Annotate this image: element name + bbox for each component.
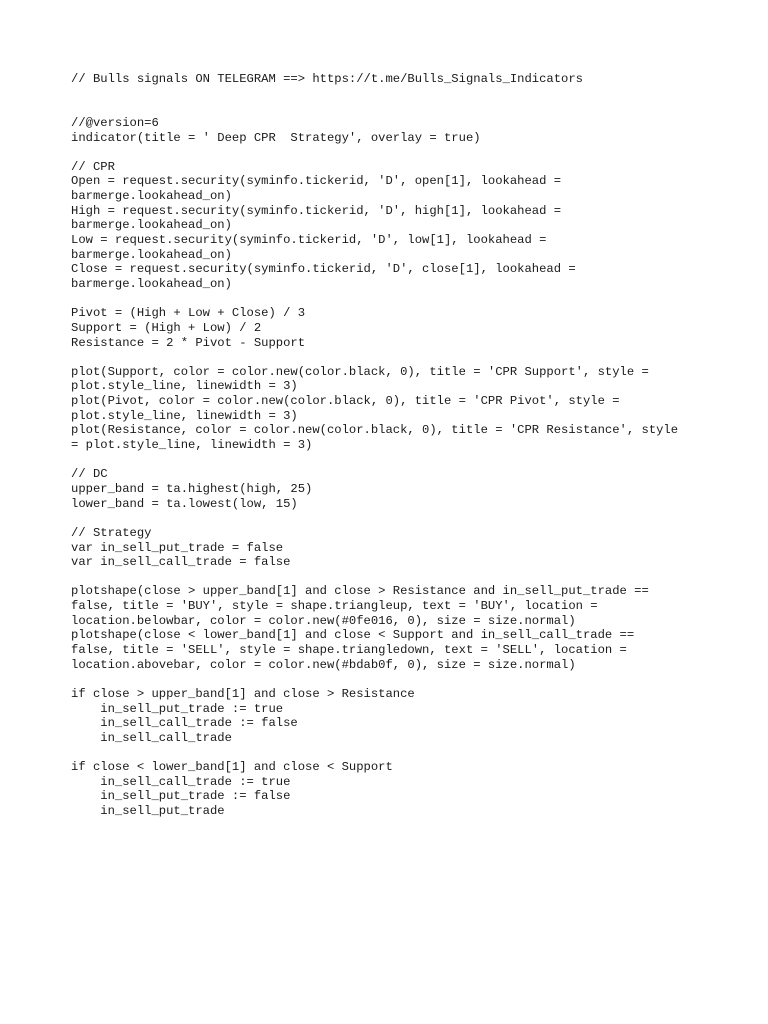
code-line: in_sell_put_trade := true bbox=[71, 701, 284, 716]
code-line: Low = request.security(syminfo.tickerid, 'D', low[1], lookahead = bbox=[71, 233, 547, 248]
code-line: Pivot = (High + Low + Close) / 3 bbox=[71, 306, 306, 321]
code-line: location.abovebar, color = color.new(#bdab0f, 0), size = size.normal) bbox=[71, 657, 576, 672]
code-line bbox=[71, 745, 751, 760]
code-line: in_sell_put_trade bbox=[71, 804, 225, 819]
code-listing bbox=[71, 72, 751, 819]
code-line: barmerge.lookahead_on) bbox=[71, 247, 232, 262]
code-line bbox=[71, 453, 751, 468]
code-line: if close > upper_band[1] and close > Resistance bbox=[71, 686, 415, 701]
code-line: = plot.style_line, linewidth = 3) bbox=[71, 438, 313, 453]
code-line bbox=[71, 87, 751, 102]
code-line bbox=[71, 101, 751, 116]
code-line bbox=[71, 350, 751, 365]
code-line bbox=[71, 570, 751, 585]
code-line: plot(Support, color = color.new(color.black, 0), title = 'CPR Support', style = bbox=[71, 364, 649, 379]
code-line: var in_sell_put_trade = false bbox=[71, 540, 284, 555]
code-line: // Strategy bbox=[71, 525, 152, 540]
code-line: in_sell_put_trade := false bbox=[71, 789, 291, 804]
code-line: High = request.security(syminfo.tickerid, 'D', high[1], lookahead = bbox=[71, 203, 562, 218]
code-line: in_sell_call_trade bbox=[71, 730, 232, 745]
code-line: plot(Pivot, color = color.new(color.black, 0), title = 'CPR Pivot', style = bbox=[71, 394, 620, 409]
code-line: // Bulls signals ON TELEGRAM ==> https://t.me/Bulls_Signals_Indicators bbox=[71, 72, 583, 86]
code-line: // DC bbox=[71, 467, 108, 482]
code-line: plotshape(close < lower_band[1] and close < Support and in_sell_call_trade == bbox=[71, 628, 635, 643]
code-line bbox=[71, 145, 751, 160]
code-line: plotshape(close > upper_band[1] and close > Resistance and in_sell_put_trade == bbox=[71, 584, 649, 599]
code-line: barmerge.lookahead_on) bbox=[71, 218, 232, 233]
code-line: indicator(title = ' Deep CPR Strategy', overlay = true) bbox=[71, 130, 481, 145]
code-line: barmerge.lookahead_on) bbox=[71, 189, 232, 204]
code-line: // CPR bbox=[71, 159, 115, 174]
code-line: upper_band = ta.highest(high, 25) bbox=[71, 481, 313, 496]
code-line: barmerge.lookahead_on) bbox=[71, 276, 232, 291]
code-line: if close < lower_band[1] and close < Support bbox=[71, 760, 393, 775]
code-line: Open = request.security(syminfo.tickerid, 'D', open[1], lookahead = bbox=[71, 174, 562, 189]
code-line: plot.style_line, linewidth = 3) bbox=[71, 379, 298, 394]
code-line bbox=[71, 292, 751, 307]
code-line: plot.style_line, linewidth = 3) bbox=[71, 408, 298, 423]
code-line: lower_band = ta.lowest(low, 15) bbox=[71, 496, 298, 511]
code-line: Resistance = 2 * Pivot - Support bbox=[71, 335, 306, 350]
code-line: Support = (High + Low) / 2 bbox=[71, 320, 262, 335]
code-line: location.belowbar, color = color.new(#0fe016, 0), size = size.normal) bbox=[71, 613, 576, 628]
code-line: false, title = 'BUY', style = shape.triangleup, text = 'BUY', location = bbox=[71, 599, 598, 614]
code-line: false, title = 'SELL', style = shape.triangledown, text = 'SELL', location = bbox=[71, 642, 627, 657]
code-line bbox=[71, 672, 751, 687]
code-line: var in_sell_call_trade = false bbox=[71, 555, 291, 570]
code-line: in_sell_call_trade := false bbox=[71, 716, 298, 731]
code-line: //@version=6 bbox=[71, 115, 159, 130]
code-line: Close = request.security(syminfo.tickerid, 'D', close[1], lookahead = bbox=[71, 262, 576, 277]
code-line: plot(Resistance, color = color.new(color.black, 0), title = 'CPR Resistance', style bbox=[71, 423, 679, 438]
code-line bbox=[71, 511, 751, 526]
code-line: in_sell_call_trade := true bbox=[71, 774, 291, 789]
